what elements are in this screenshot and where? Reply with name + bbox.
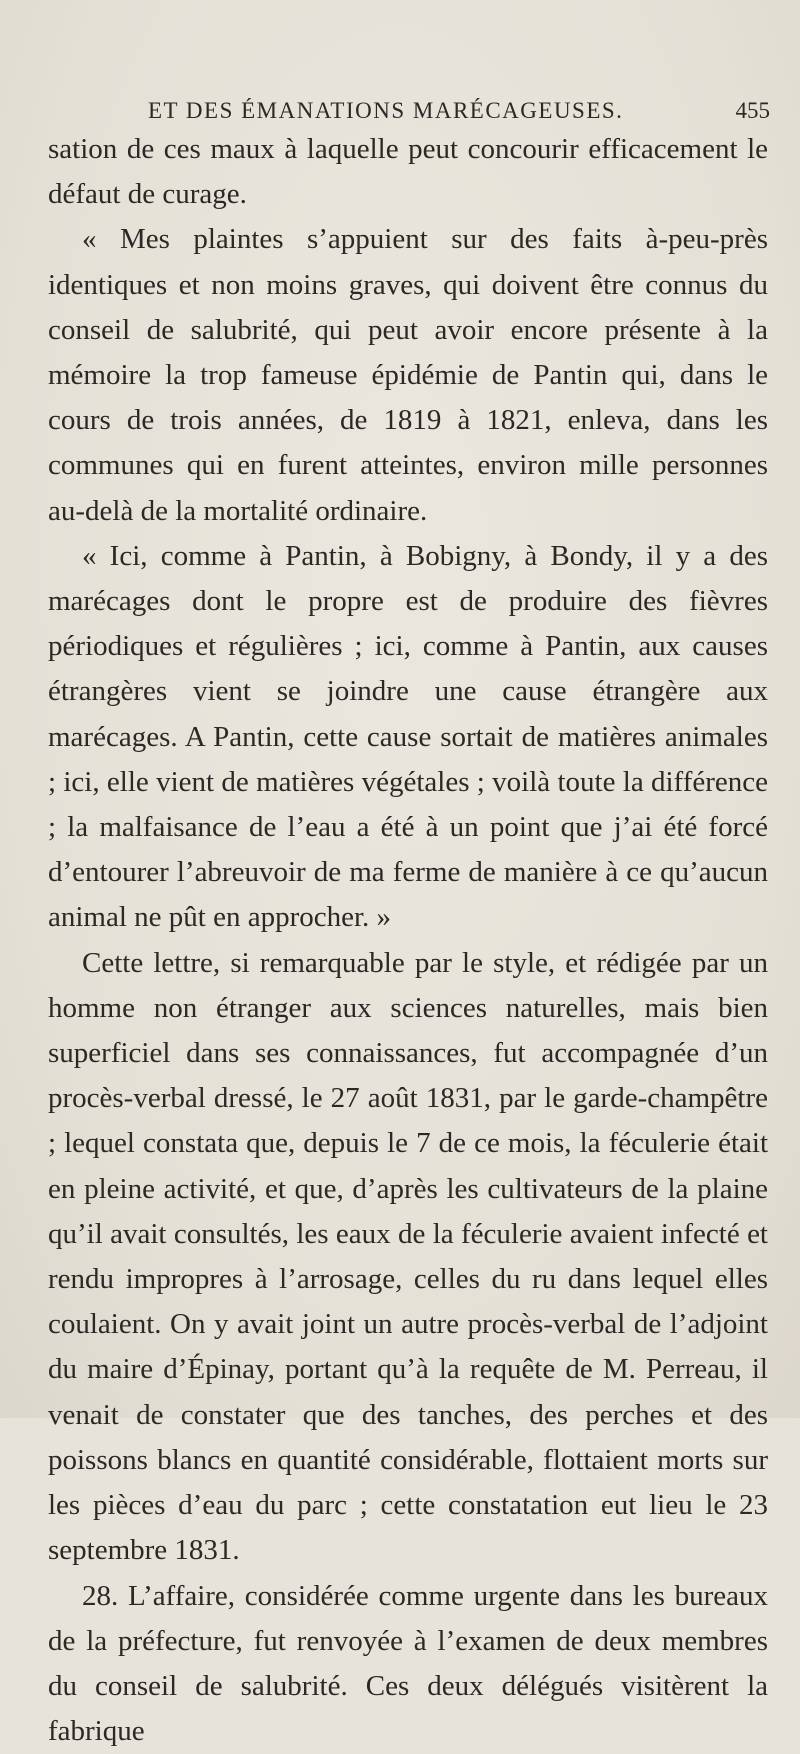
paragraph-complaints: « Mes plaintes s’appuient sur des faits à-peu-près identiques et non moins graves, qui doivent être connus du conseil de salubrité, qui peut avoir encore présente à la mémoire la trop fameuse épidémie de Pantin qui, dans le cours de trois années, de 1819 à 1821, enleva, dans les communes qui en furent atteintes, environ mille personnes au-delà de la mortalité ordinaire. [48,217,768,533]
paragraph-continued: sation de ces maux à laquelle peut concourir efficacement le défaut de curage. [48,127,768,217]
page-number: 455 [736,98,771,124]
paragraph-letter-report: Cette lettre, si remarquable par le style, et rédigée par un homme non étranger aux sciences naturelles, mais bien superficiel dans ses connaissances, fut accompagnée d’un procès-verbal dressé, le 27 août 1831, par le garde-champêtre ; lequel constata que, depuis le 7 de ce mois, la féculerie était en pleine activité, et que, d’après les cultivateurs de la plaine qu’il avait consultés, les eaux de la féculerie avaient infecté et rendu impropres à l’arrosage, celles du ru dans lequel elles coulaient. On y avait joint un autre procès-verbal de l’adjoint du maire d’Épinay, portant qu’à la requête de M. Perreau, il venait de constater que des tanches, des perches et des poissons blancs en quantité considérable, flottaient morts sur les pièces d’eau du parc ; cette constatation eut lieu le 23 septembre 1831. [48,941,768,1574]
running-title: ET DES ÉMANATIONS MARÉCAGEUSES. [148,98,623,124]
body-text [48,127,768,1754]
paragraph-marshes: « Ici, comme à Pantin, à Bobigny, à Bondy, il y a des marécages dont le propre est de produire des fièvres périodiques et régulières ; ici, comme à Pantin, aux causes étrangères vient se joindre une cause étrangère aux marécages. A Pantin, cette cause sortait de matières animales ; ici, elle vient de matières végétales ; voilà toute la différence ; la malfaisance de l’eau a été à un point que j’ai été forcé d’entourer l’abreuvoir de ma ferme de manière à ce qu’aucun animal ne pût en approcher. » [48,534,768,941]
paragraph-section-28: 28. L’affaire, considérée comme urgente dans les bureaux de la préfecture, fut renvoyée à l’examen de deux membres du conseil de salubrité. Ces deux délégués visitèrent la fabrique [48,1574,768,1754]
